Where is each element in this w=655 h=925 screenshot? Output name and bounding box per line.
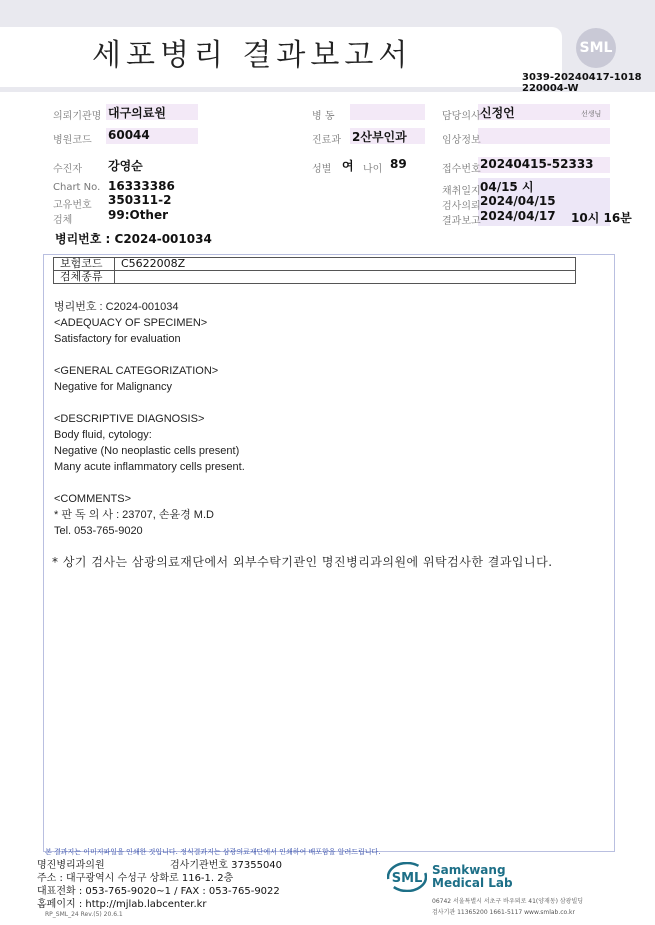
- report-line: [54, 475, 245, 491]
- report-text: [54, 299, 245, 539]
- footer-phone: 대표전화 : 053-765-9020~1 / FAX : 053-765-9022: [37, 886, 280, 897]
- specimen-type-label: 검체종류: [54, 271, 115, 284]
- footer-homepage: 홈페이지 : http://mjlab.labcenter.kr: [37, 899, 207, 910]
- ward-label: 병 동: [312, 111, 335, 122]
- insurance-code-label: 보험코드: [54, 258, 115, 271]
- doctor-label: 담당의사: [442, 111, 481, 122]
- receipt-value: 20240415-52333: [480, 157, 594, 171]
- dept-label: 진료과: [312, 135, 341, 146]
- samkwang-logo-icon: [387, 862, 427, 892]
- request-label: 검사의뢰: [442, 201, 481, 212]
- insurance-table: [53, 257, 576, 284]
- report-label: 결과보고: [442, 216, 481, 227]
- brand-name: [432, 864, 513, 890]
- report-value: 2024/04/17: [480, 209, 556, 223]
- report-line: [54, 347, 245, 363]
- report-line: <COMMENTS>: [54, 493, 132, 505]
- report-line: Body fluid, cytology:: [54, 429, 152, 441]
- pathology-number: 병리번호 : C2024-001034: [55, 232, 212, 246]
- specimen-value: 99:Other: [108, 208, 169, 222]
- table-row: [54, 271, 576, 284]
- report-line: Negative for Malignancy: [54, 381, 173, 393]
- request-value: 2024/04/15: [480, 194, 556, 208]
- report-line: Negative (No neoplastic cells present): [54, 445, 240, 457]
- uid-label: 고유번호: [53, 200, 92, 211]
- collect-label: 채취일지: [442, 186, 481, 197]
- clinical-label: 임상정보: [442, 135, 481, 146]
- age-value: 89: [390, 157, 407, 171]
- brand-contact: 검사기관 11365200 1661-5117 www.smlab.co.kr: [432, 909, 575, 916]
- hospital-label: 의뢰기관명: [53, 111, 102, 122]
- brand-address: 06742 서울특별시 서초구 바우뫼로 41(양재동) 삼광빌딩: [432, 898, 584, 905]
- insurance-code-value: C5622008Z: [115, 258, 576, 271]
- collect-value: 04/15 시: [480, 180, 534, 194]
- report-line: <GENERAL CATEGORIZATION>: [54, 365, 219, 377]
- document-number-line1: 3039-20240417-1018: [522, 72, 642, 83]
- report-line: Many acute inflammatory cells present.: [54, 461, 245, 473]
- specimen-type-value: [115, 271, 576, 284]
- report-line: [54, 395, 245, 411]
- footer-warning: 본 결과지는 이미지파일을 인쇄한 것입니다. 정식결과지는 삼광의료재단에서 인쇄하여 배포함을 알려드립니다.: [45, 848, 381, 856]
- page-title: 세포병리 결과보고서: [92, 38, 413, 73]
- brand-logo-text: SML: [391, 871, 423, 886]
- table-row: [54, 258, 576, 271]
- uid-value: 350311-2: [108, 193, 172, 207]
- report-line: Tel. 053-765-9020: [54, 525, 143, 537]
- footer-clinic: 명진병리과의원: [37, 860, 105, 871]
- chart-value: 16333386: [108, 179, 175, 193]
- document-number: [522, 72, 642, 94]
- sex-label: 성별: [312, 164, 332, 175]
- report-line: <DESCRIPTIVE DIAGNOSIS>: [54, 413, 205, 425]
- report-time: 10시 16분: [571, 211, 632, 225]
- receipt-label: 접수번호: [442, 164, 481, 175]
- doctor-suffix: 선생님: [581, 110, 602, 118]
- patient-label: 수진자: [53, 164, 82, 175]
- outsourcing-note: * 상기 검사는 삼광의료재단에서 외부수탁기관인 명진병리과의원에 위탁검사한 결과입니다.: [52, 555, 553, 569]
- footer-address: 주소 : 대구광역시 수성구 상화로 116-1. 2층: [37, 873, 234, 884]
- brand-line1: Samkwang: [432, 863, 506, 877]
- specimen-label: 검체: [53, 215, 73, 226]
- report-line: <ADEQUACY OF SPECIMEN>: [54, 317, 208, 329]
- dept-value: 2산부인과: [352, 130, 407, 144]
- report-line: * 판 독 의 사 : 23707, 손윤경 M.D: [54, 509, 214, 521]
- hcode-value: 60044: [108, 128, 150, 142]
- hcode-label: 병원코드: [53, 135, 92, 146]
- report-line: Satisfactory for evaluation: [54, 333, 181, 345]
- patient-value: 강영순: [108, 159, 143, 173]
- chart-label: Chart No.: [53, 182, 101, 193]
- footer-inst-no: 검사기관번호 37355040: [170, 860, 283, 871]
- report-line: 병리번호 : C2024-001034: [54, 301, 179, 313]
- sex-value: 여: [342, 159, 354, 173]
- doctor-value: 신정언: [480, 106, 515, 120]
- clinical-highlight: [478, 128, 610, 144]
- ward-highlight: [350, 104, 425, 120]
- footer-form-code: RP_SML_24 Rev.(5) 20.6.1: [45, 911, 123, 918]
- age-label: 나이: [363, 164, 383, 175]
- brand-line2: Medical Lab: [432, 876, 513, 890]
- document-number-line2: 220004-W: [522, 83, 579, 94]
- sml-logo-icon: SML: [576, 28, 616, 68]
- hospital-value: 대구의료원: [108, 106, 166, 120]
